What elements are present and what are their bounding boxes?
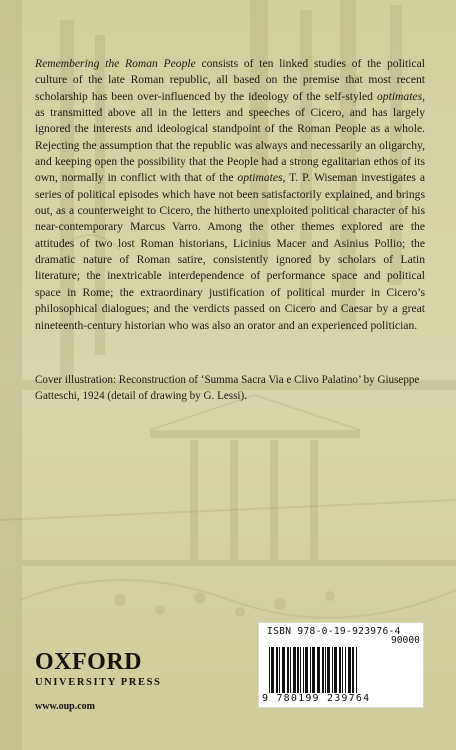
barcode-bar (305, 647, 308, 693)
barcode-bar (345, 647, 346, 693)
barcode-bar (276, 647, 278, 693)
description-part-1: consists of ten linked studies of the political culture of the late Roman republic, all based on the premise that most recent scholarship has been over-influenced by the ideology of the self-styled (35, 57, 425, 103)
publisher-logo (35, 650, 161, 690)
book-description (35, 56, 425, 334)
barcode-bar (334, 647, 337, 693)
barcode-bar (325, 647, 326, 693)
isbn-label: ISBN 978-0-19-923976-4 (267, 626, 401, 637)
description-part-3: , T. P. Wiseman investigates a series of political episodes which have not been satisfactorily explained, and brings out, as a counterweight to Cicero, the hitherto unexploited political character of his near-contemporary Marcus Varro. Among the other themes explored are the attitudes of two lost Roman historians, Licinius Macer and Asinius Pollio; the dramatic nature of Roman satire, consistently ignored by scholars of Latin literature; the inextricable interdependence of performance space and political space in Rome; the extraordinary justification of political murder in Cicero’s philosophical dialogues; and the verdicts passed on Cicero and Caesar by a great nineteenth-century historian who was also an orator and an experienced politician. (35, 171, 426, 332)
description-part-2: , as transmitted above all in the letters and speeches of Cicero, and has largely ignored the interests and ideological standpoint of the Roman People as a whole. Rejecting the assumption that the republic was always and necessarily an oligarchy, and keeping open the possibility that the People had a strong egalitarian ethos of its own, normally in conflict with that of the (35, 89, 425, 185)
optimates-italic-1: optimates (377, 89, 423, 103)
barcode-bar (297, 647, 299, 693)
barcode-bar (282, 647, 285, 693)
ean-digits: 9 780199 239764 (262, 693, 371, 704)
barcode-bar (269, 647, 270, 693)
barcode-bar (342, 647, 343, 693)
barcode-bar (322, 647, 324, 693)
barcode-bar (332, 647, 333, 693)
optimates-italic-2: optimates (237, 171, 283, 185)
barcode-bar (279, 647, 280, 693)
price-code: 90000 (391, 635, 420, 646)
barcode-bar (271, 647, 274, 693)
barcode-bar (303, 647, 304, 693)
book-title-italic: Remembering the Roman People (35, 57, 196, 70)
barcode-bar (312, 647, 315, 693)
barcode-bar (310, 647, 311, 693)
barcode-bars (269, 647, 413, 693)
publisher-url: www.oup.com (35, 701, 96, 712)
barcode-bar (317, 647, 320, 693)
publisher-subname: UNIVERSITY PRESS (35, 677, 162, 688)
barcode-bar (290, 647, 291, 693)
barcode-bar (339, 647, 341, 693)
barcode-bar (327, 647, 330, 693)
cover-illustration-caption: Cover illustration: Reconstruction of ‘Summa Sacra Via e Clivo Palatino’ by Giuseppe Gatteschi, 1924 (detail of drawing by G. Lessi). (35, 374, 420, 402)
barcode-bar (300, 647, 301, 693)
barcode-bar (356, 647, 357, 693)
publisher-name: OXFORD (35, 649, 142, 675)
barcode-bar (348, 647, 351, 693)
barcode-bar (293, 647, 296, 693)
barcode-bar (287, 647, 289, 693)
barcode-bar (352, 647, 354, 693)
isbn-barcode (259, 623, 423, 707)
